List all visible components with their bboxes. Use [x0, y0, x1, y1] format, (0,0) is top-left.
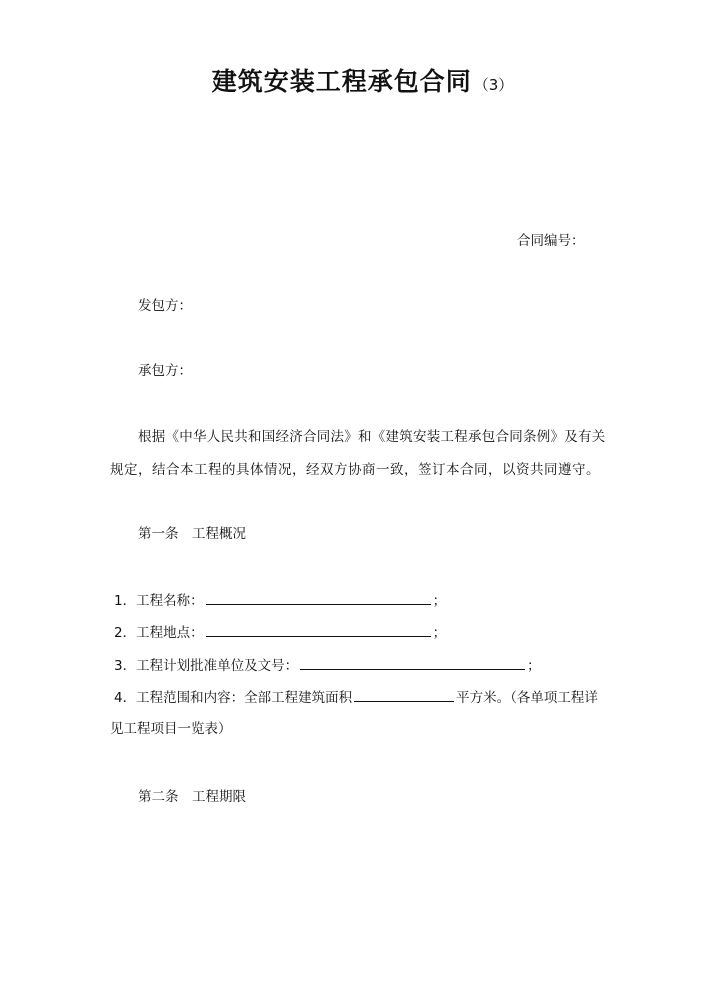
item-3-label: 3．工程计划批准单位及文号：	[114, 658, 299, 674]
item-2-end: ；	[432, 625, 447, 641]
item-1-label: 1．工程名称：	[114, 593, 204, 609]
item-4	[114, 688, 598, 707]
item-4-continued: 见工程项目一览表）	[110, 721, 232, 737]
item-1	[114, 591, 446, 610]
contract-number-label: 合同编号：	[517, 233, 585, 249]
intro-line-2: 规定，结合本工程的具体情况，经双方协商一致，签订本合同，以资共同遵守。	[110, 462, 600, 478]
intro-line-1: 根据《中华人民共和国经济合同法》和《建筑安装工程承包合同条例》及有关	[138, 429, 606, 445]
project-location-blank[interactable]	[206, 623, 431, 637]
contractor-label: 承包方：	[138, 363, 192, 379]
building-area-blank[interactable]	[354, 688, 454, 702]
item-3-end: ；	[527, 658, 541, 674]
item-2	[114, 623, 446, 642]
document-title-block	[0, 62, 725, 98]
document-title: 建筑安装工程承包合同	[211, 67, 472, 96]
document-title-suffix: （3）	[473, 76, 514, 94]
item-3	[114, 656, 541, 675]
article-1-heading: 第一条 工程概况	[138, 526, 246, 542]
approval-unit-blank[interactable]	[300, 656, 525, 670]
item-2-label: 2．工程地点：	[114, 625, 204, 641]
item-4-label: 4．工程范围和内容：全部工程建筑面积	[114, 690, 353, 706]
item-4-end: 平方米。（各单项工程详	[456, 690, 598, 706]
article-2-heading: 第二条 工程期限	[138, 789, 246, 805]
project-name-blank[interactable]	[206, 591, 431, 605]
employer-label: 发包方：	[138, 298, 192, 314]
item-1-end: ；	[432, 593, 447, 609]
